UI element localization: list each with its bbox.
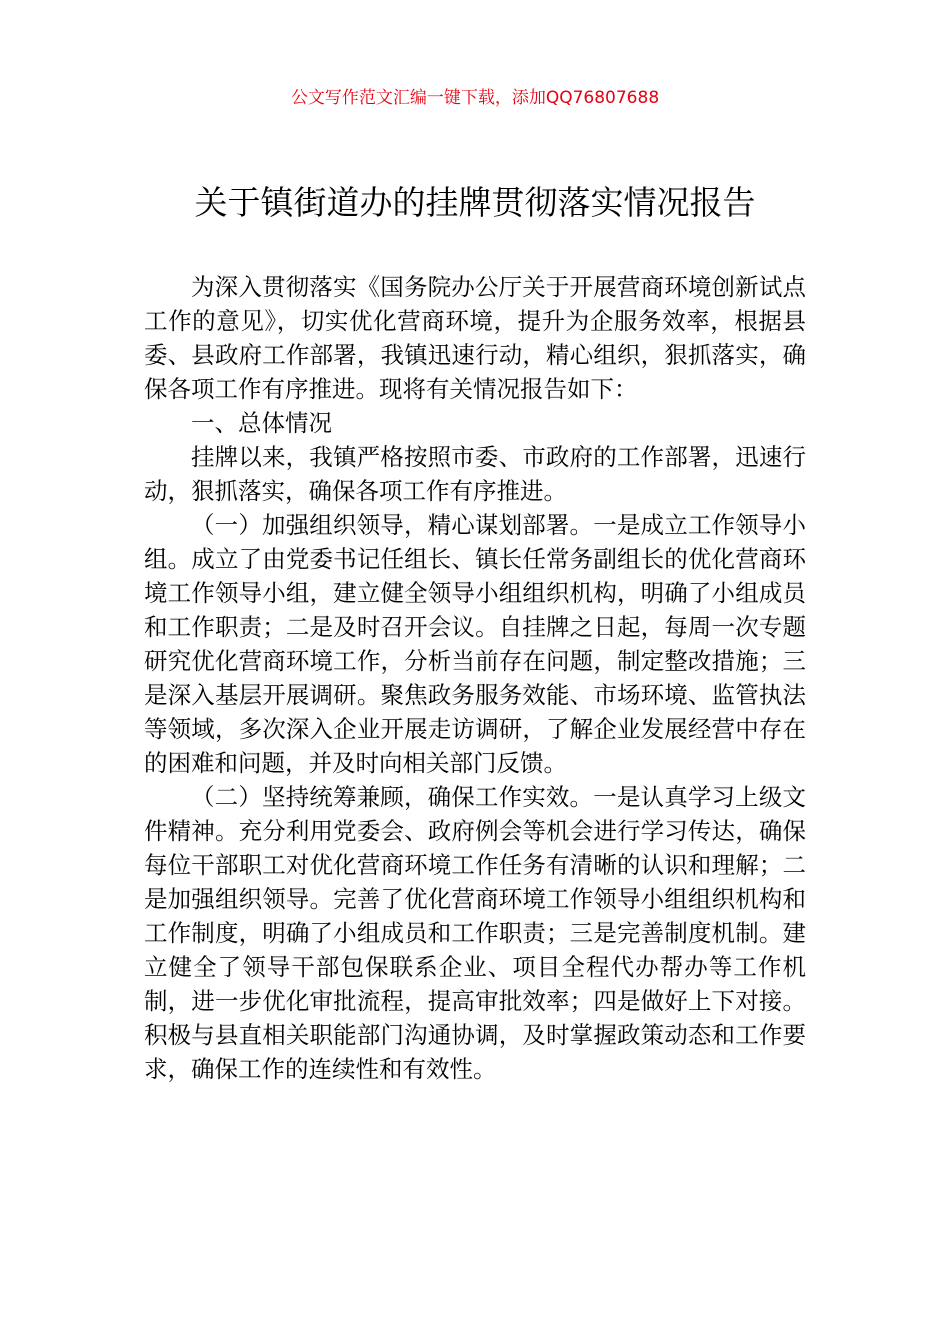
- section-heading-overview: 一、总体情况: [191, 409, 332, 437]
- paragraph-intro: 为深入贯彻落实《国务院办公厅关于开展营商环境创新试点工作的意见》，切实优化营商环境，提升为企服务效率，根据县委、县政府工作部署，我镇迅速行动，精心组织，狠抓落实，确保各项工作有序推进。现将有关情况报告如下：: [144, 273, 806, 403]
- paragraph-section-one: （一）加强组织领导，精心谋划部署。一是成立工作领导小组。成立了由党委书记任组长、镇长任常务副组长的优化营商环境工作领导小组，建立健全领导小组组织机构，明确了小组成员和工作职责；二是及时召开会议。自挂牌之日起，每周一次专题研究优化营商环境工作，分析当前存在问题，制定整改措施；三是深入基层开展调研。聚焦政务服务效能、市场环境、监管执法等领域，多次深入企业开展走访调研，了解企业发展经营中存在的困难和问题，并及时向相关部门反馈。: [144, 511, 806, 777]
- document-body: [144, 270, 806, 1086]
- download-banner: 公文写作范文汇编一键下载，添加QQ76807688: [290, 88, 660, 108]
- paragraph-overview: 挂牌以来，我镇严格按照市委、市政府的工作部署，迅速行动，狠抓落实，确保各项工作有序推进。: [144, 443, 806, 505]
- paragraph-section-two: （二）坚持统筹兼顾，确保工作实效。一是认真学习上级文件精神。充分利用党委会、政府例会等机会进行学习传达，确保每位干部职工对优化营商环境工作任务有清晰的认识和理解；二是加强组织领导。完善了优化营商环境工作领导小组组织机构和工作制度，明确了小组成员和工作职责；三是完善制度机制。建立健全了领导干部包保联系企业、项目全程代办帮办等工作机制，进一步优化审批流程，提高审批效率；四是做好上下对接。积极与县直相关职能部门沟通协调，及时掌握政策动态和工作要求，确保工作的连续性和有效性。: [144, 783, 806, 1083]
- document-title: 关于镇街道办的挂牌贯彻落实情况报告: [194, 183, 756, 222]
